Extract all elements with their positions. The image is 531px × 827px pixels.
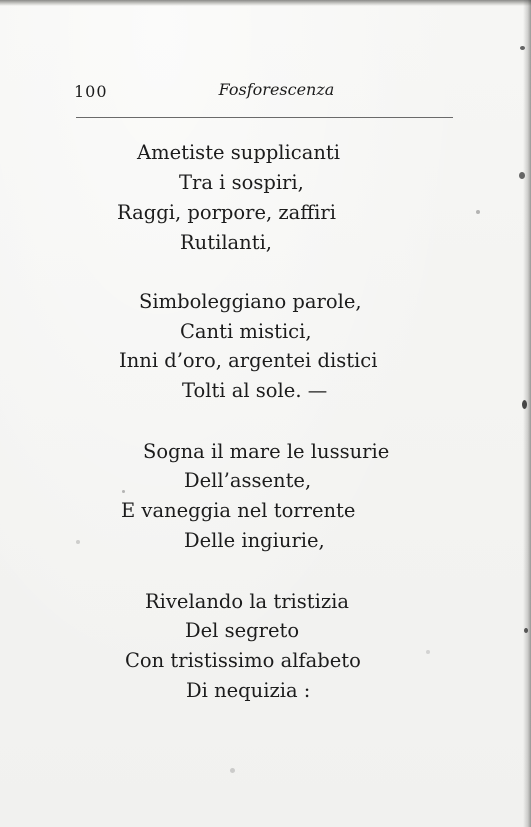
poem-line: Tra i sospiri, [179, 171, 304, 194]
scan-speck [519, 172, 525, 179]
header-rule [76, 117, 453, 118]
scan-speck [522, 400, 527, 409]
scan-speck [520, 46, 525, 50]
running-title: Fosforescenza [218, 80, 335, 99]
scan-speck [476, 210, 480, 214]
page-number: 100 [74, 82, 108, 101]
poem-line: Rivelando la tristizia [145, 590, 349, 613]
poem-line: Del segreto [185, 619, 300, 642]
scan-speck [230, 768, 235, 773]
poem-line: Tolti al sole. — [182, 379, 328, 402]
poem-line: Con tristissimo alfabeto [125, 649, 361, 672]
poem-line: Delle ingiurie, [184, 529, 325, 552]
poem-line: Rutilanti, [180, 231, 273, 254]
poem-line: Simboleggiano parole, [139, 290, 362, 313]
poem-line: Dell’assente, [184, 469, 312, 492]
scan-speck [76, 540, 80, 544]
poem-line: E vaneggia nel torrente [121, 499, 356, 522]
poem-line: Sogna il mare le lussurie [143, 440, 390, 463]
poem-line: Di nequizia : [186, 679, 311, 702]
scan-speck [122, 490, 125, 493]
poem-line: Raggi, porpore, zaffiri [117, 201, 336, 224]
poem-line: Canti mistici, [180, 320, 312, 343]
page-top-edge [0, 0, 531, 6]
scan-speck [426, 650, 430, 654]
poem-line: Inni d’oro, argentei distici [119, 349, 378, 372]
poem-line: Ametiste supplicanti [137, 141, 340, 164]
page-right-edge [523, 0, 531, 827]
scan-speck [524, 628, 528, 633]
